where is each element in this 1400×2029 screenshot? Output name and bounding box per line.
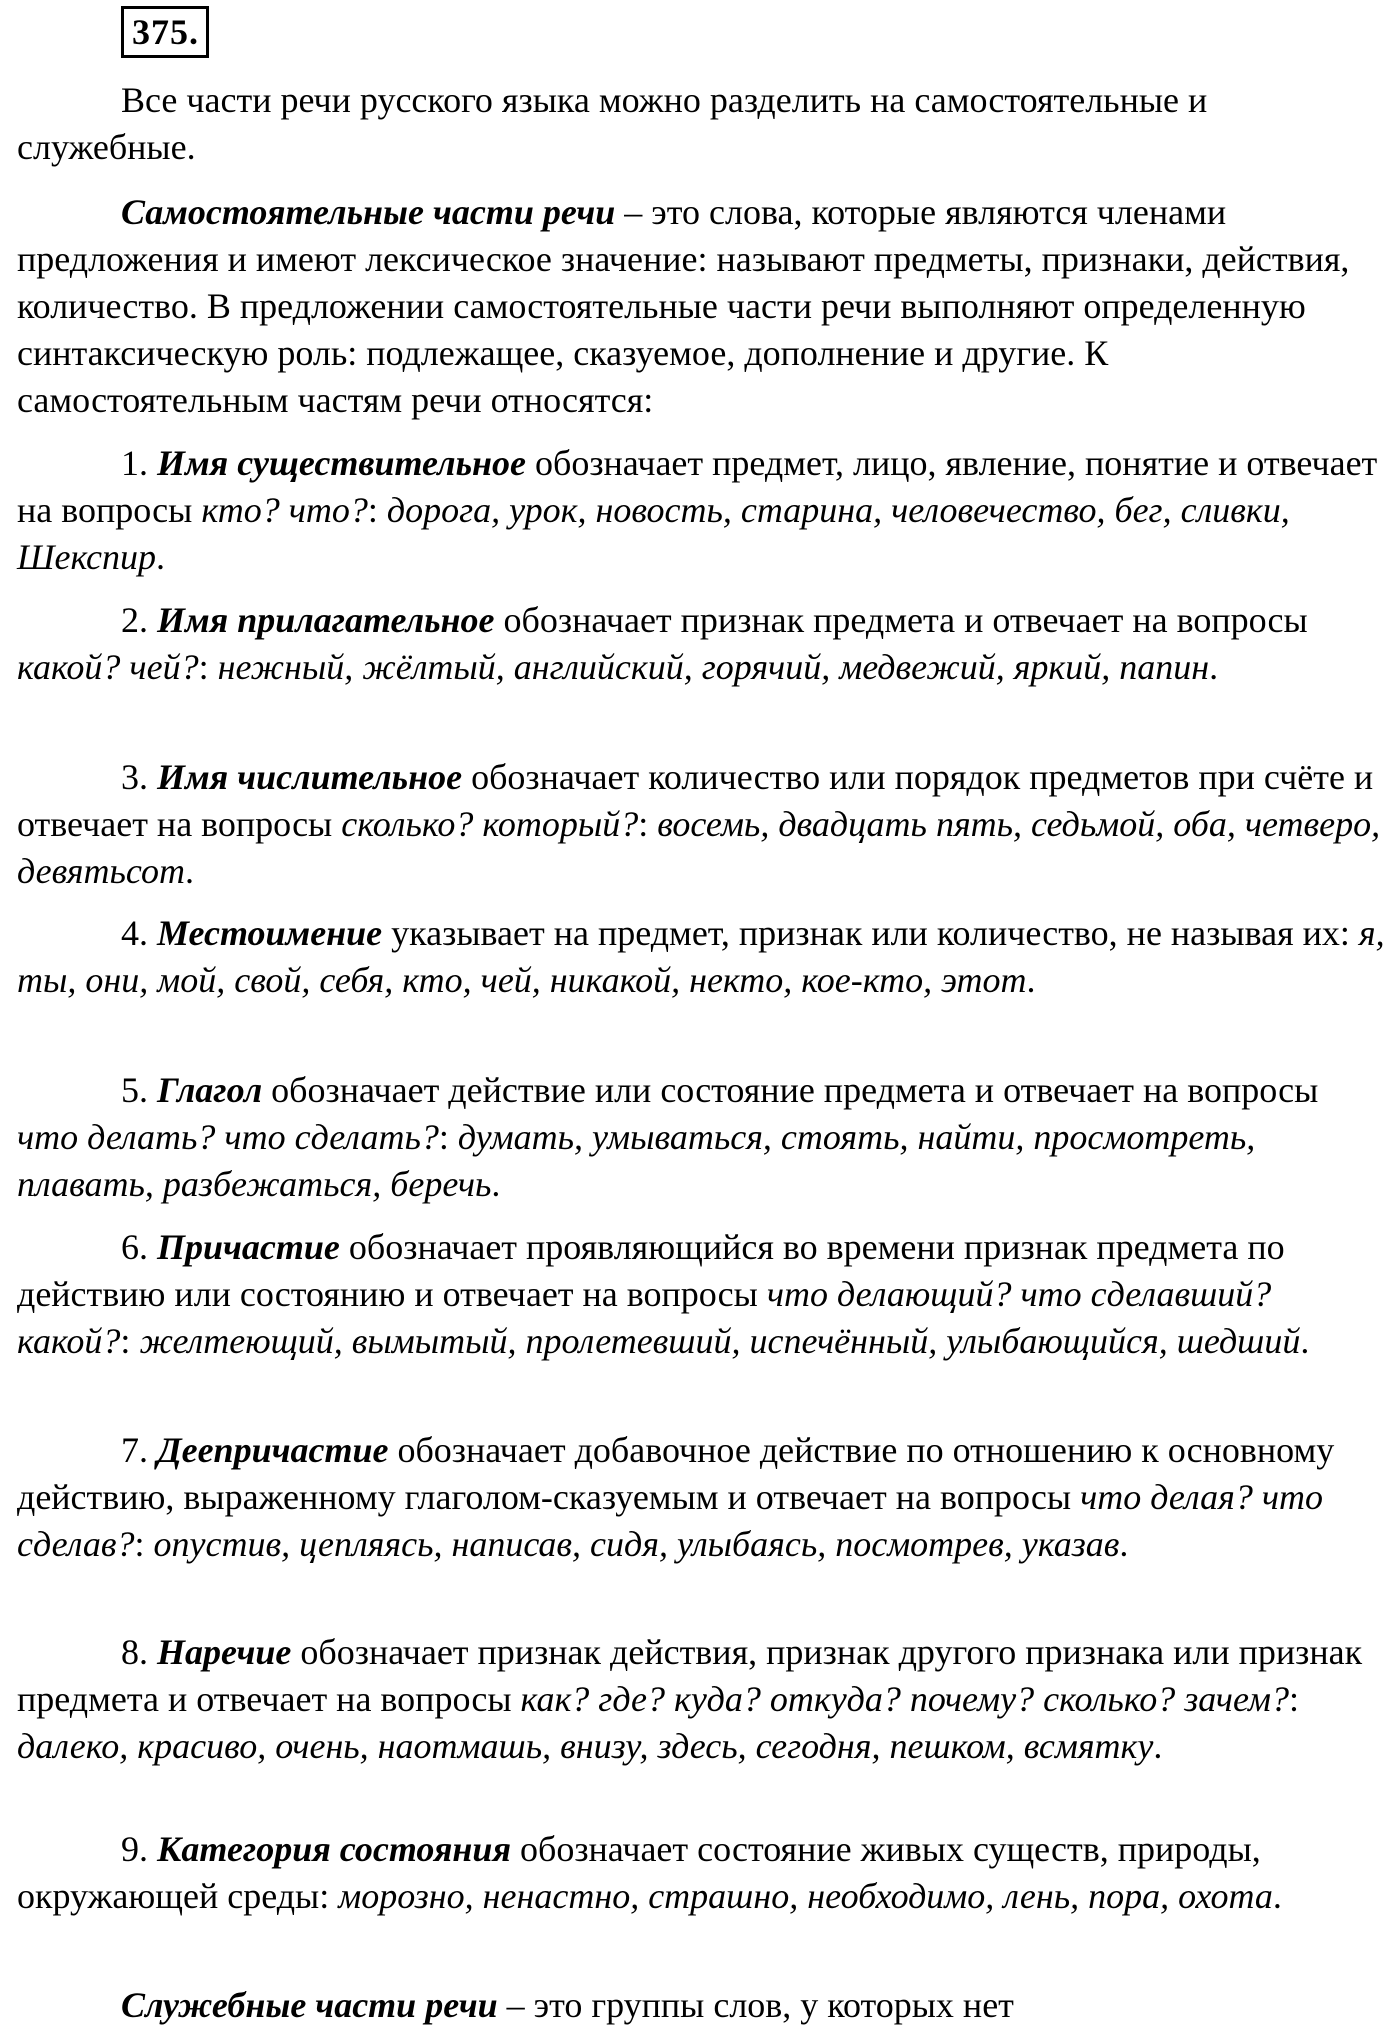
document-page — [17, 0, 1387, 2028]
item-colon: : — [1289, 1679, 1300, 1719]
list-item-3 — [17, 754, 1387, 895]
item-end: . — [1153, 1726, 1163, 1766]
item-end: . — [184, 851, 194, 891]
item-questions: какой? чей? — [17, 647, 199, 687]
item-questions: как? где? куда? откуда? почему? сколько? зачем? — [520, 1679, 1289, 1719]
independent-definition-paragraph — [17, 189, 1387, 424]
item-term: Категория состояния — [157, 1829, 511, 1869]
item-description: обозначает действие или состояние предмета и отвечает на вопросы — [262, 1070, 1319, 1110]
item-end: . — [1209, 647, 1219, 687]
intro-paragraph — [17, 77, 1387, 171]
item-end: . — [1300, 1321, 1310, 1361]
item-end: . — [1026, 960, 1036, 1000]
item-description: обозначает проявляющийся во времени признак предмета по действию или состоянию и отвечает на вопросы — [17, 1227, 1285, 1314]
item-colon: : — [134, 1524, 154, 1564]
item-term: Наречие — [157, 1632, 292, 1672]
item-description: обозначает количество или порядок предметов при счёте и отвечает на вопросы — [17, 757, 1374, 844]
item-term: Имя существительное — [157, 443, 526, 483]
independent-term: Самостоятельные части речи — [121, 192, 616, 232]
item-colon: : — [438, 1117, 458, 1157]
list-item-4 — [17, 910, 1387, 1004]
item-number: 2. — [121, 600, 157, 640]
item-number: 6. — [121, 1227, 157, 1267]
independent-definition-text: – это слова, которые являются членами предложения и имеют лексическое значение: называют предметы, признаки, действия, количество. В предложении самостоятельные части речи выполняют определенную синтаксическую роль: подлежащее, сказуемое, дополнение и другие. К самостоятельным частям речи относятся: — [17, 192, 1350, 420]
list-item-2 — [17, 597, 1387, 691]
auxiliary-definition-text: – это группы слов, у которых нет — [497, 1985, 1014, 2025]
item-questions: кто? что? — [201, 490, 368, 530]
item-number: 4. — [121, 913, 157, 953]
list-item-1 — [17, 440, 1387, 581]
exercise-number-box: 375. — [121, 6, 209, 58]
item-number: 1. — [121, 443, 157, 483]
item-examples: я, ты, они, мой, свой, себя, кто, чей, никакой, некто, кое-кто, этот — [17, 913, 1385, 1000]
item-colon: : — [319, 1876, 339, 1916]
item-examples: восемь, двадцать пять, седьмой, оба, четверо, девятьсот — [17, 804, 1381, 891]
item-description: обозначает признак действия, признак другого признака или признак предмета и отвечает на вопросы — [17, 1632, 1363, 1719]
item-examples: желтеющий, вымытый, пролетевший, испечённый, улыбающийся, шедший — [139, 1321, 1301, 1361]
item-colon: : — [120, 1321, 140, 1361]
item-examples: думать, умываться, стоять, найти, просмотреть, плавать, разбежаться, беречь — [17, 1117, 1256, 1204]
list-item-5 — [17, 1067, 1387, 1208]
item-end: . — [1119, 1524, 1129, 1564]
item-term: Имя числительное — [157, 757, 463, 797]
list-item-8 — [17, 1629, 1387, 1770]
item-examples: дорога, урок, новость, старина, человечество, бег, сливки, Шекспир — [17, 490, 1290, 577]
item-term: Глагол — [157, 1070, 263, 1110]
list-item-9 — [17, 1826, 1387, 1920]
item-term: Имя прилагательное — [157, 600, 495, 640]
item-examples: нежный, жёлтый, английский, горячий, медвежий, яркий, папин — [217, 647, 1210, 687]
item-colon: : — [367, 490, 387, 530]
item-description: обозначает состояние живых существ, природы, окружающей среды — [17, 1829, 1261, 1916]
auxiliary-definition-paragraph — [17, 1982, 1387, 2029]
item-examples: далеко, красиво, очень, наотмашь, внизу, здесь, сегодня, пешком, всмятку — [17, 1726, 1154, 1766]
list-item-7 — [17, 1427, 1387, 1568]
item-number: 8. — [121, 1632, 157, 1672]
list-item-6 — [17, 1224, 1387, 1365]
item-end: . — [491, 1164, 501, 1204]
item-term: Причастие — [157, 1227, 340, 1267]
item-end: . — [155, 537, 165, 577]
auxiliary-term: Служебные части речи — [121, 1985, 498, 2025]
item-colon: : — [198, 647, 218, 687]
item-end: . — [1272, 1876, 1282, 1916]
item-examples: опустив, цепляясь, написав, сидя, улыбаясь, посмотрев, указав — [153, 1524, 1120, 1564]
item-number: 7. — [121, 1430, 157, 1470]
item-description: обозначает добавочное действие по отношению к основному действию, выраженному глаголом-сказуемым и отвечает на вопросы — [17, 1430, 1335, 1517]
item-colon: : — [1339, 913, 1359, 953]
item-colon: : — [638, 804, 658, 844]
item-questions: что делать? что сделать? — [17, 1117, 439, 1157]
item-description: обозначает предмет, лицо, явление, понятие и отвечает на вопросы — [17, 443, 1378, 530]
item-number: 9. — [121, 1829, 157, 1869]
item-questions: что делая? что сделав? — [17, 1477, 1324, 1564]
item-term: Деепричастие — [157, 1430, 389, 1470]
item-questions: сколько? который? — [341, 804, 639, 844]
item-number: 3. — [121, 757, 157, 797]
intro-text: Все части речи русского языка можно разделить на самостоятельные и служебные. — [17, 80, 1208, 167]
item-description: указывает на предмет, признак или количество, не называя их — [382, 913, 1340, 953]
item-examples: морозно, ненастно, страшно, необходимо, лень, пора, охота — [338, 1876, 1273, 1916]
item-term: Местоимение — [157, 913, 383, 953]
item-number: 5. — [121, 1070, 157, 1110]
item-description: обозначает признак предмета и отвечает на вопросы — [494, 600, 1308, 640]
item-questions: что делающий? что сделавший? какой? — [17, 1274, 1272, 1361]
